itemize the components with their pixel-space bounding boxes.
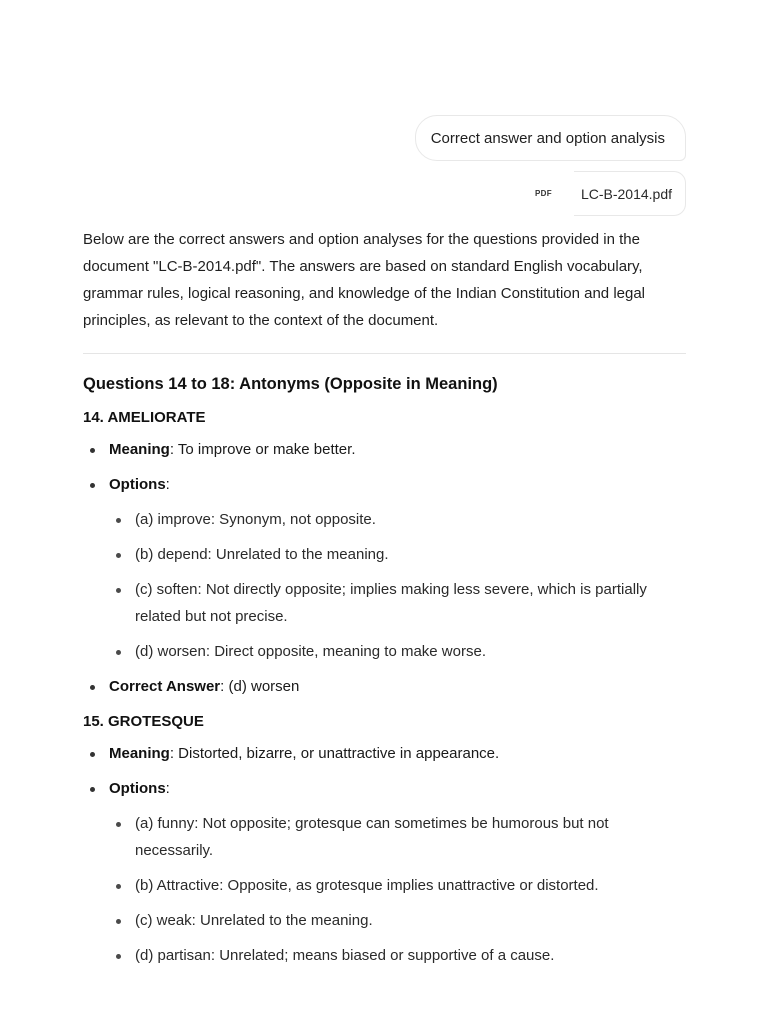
meaning-item: [83, 740, 686, 767]
attachment-filename-chip[interactable]: [574, 171, 686, 216]
options-suffix: :: [165, 780, 170, 797]
option-item: (b) depend: Unrelated to the meaning.: [109, 541, 686, 568]
assistant-response: [83, 226, 686, 977]
meaning-text: : Distorted, bizarre, or unattractive in appearance.: [169, 745, 500, 762]
user-message-bubble: [415, 115, 686, 161]
correct-answer-item: [83, 673, 686, 700]
correct-answer-label: Correct Answer: [109, 678, 221, 695]
meaning-item: [83, 436, 686, 463]
option-item: (d) partisan: Unrelated; means biased or supportive of a cause.: [109, 942, 686, 969]
options-label: Options: [109, 780, 166, 797]
options-item: [83, 775, 686, 969]
section-heading: Questions 14 to 18: Antonyms (Opposite in Meaning): [83, 375, 498, 393]
options-suffix: :: [165, 476, 170, 493]
options-list: [109, 810, 686, 969]
question-details-list: [83, 740, 686, 969]
option-item: (a) funny: Not opposite; grotesque can sometimes be humorous but not necessarily.: [109, 810, 686, 864]
attachment-chip[interactable]: [535, 171, 686, 216]
pdf-file-icon: PDF: [535, 189, 552, 198]
response-intro: Below are the correct answers and option analyses for the questions provided in the document "LC-B-2014.pdf". The answers are based on standard English vocabulary, grammar rules, logical reasoning, and knowledge of the Indian Constitution and legal principles, as relevant to the context of the document.: [83, 231, 646, 329]
option-item: (a) improve: Synonym, not opposite.: [109, 506, 686, 533]
options-label: Options: [109, 476, 166, 493]
option-item: (b) Attractive: Opposite, as grotesque implies unattractive or distorted.: [109, 872, 686, 899]
options-list: [109, 506, 686, 665]
meaning-label: Meaning: [109, 745, 170, 762]
option-item: (d) worsen: Direct opposite, meaning to make worse.: [109, 638, 686, 665]
meaning-label: Meaning: [109, 441, 170, 458]
section-divider: [83, 353, 686, 354]
user-message-text: Correct answer and option analysis: [430, 129, 665, 147]
option-item: (c) weak: Unrelated to the meaning.: [109, 907, 686, 934]
question-heading: 14. AMELIORATE: [83, 409, 206, 426]
options-item: [83, 471, 686, 665]
correct-answer-text: : (d) worsen: [220, 678, 300, 695]
option-item: (c) soften: Not directly opposite; implies making less severe, which is partially related but not precise.: [109, 576, 686, 630]
question-details-list: [83, 436, 686, 700]
attachment-filename: LC-B-2014.pdf: [580, 185, 672, 202]
meaning-text: : To improve or make better.: [169, 441, 356, 458]
question-heading: 15. GROTESQUE: [83, 713, 204, 730]
